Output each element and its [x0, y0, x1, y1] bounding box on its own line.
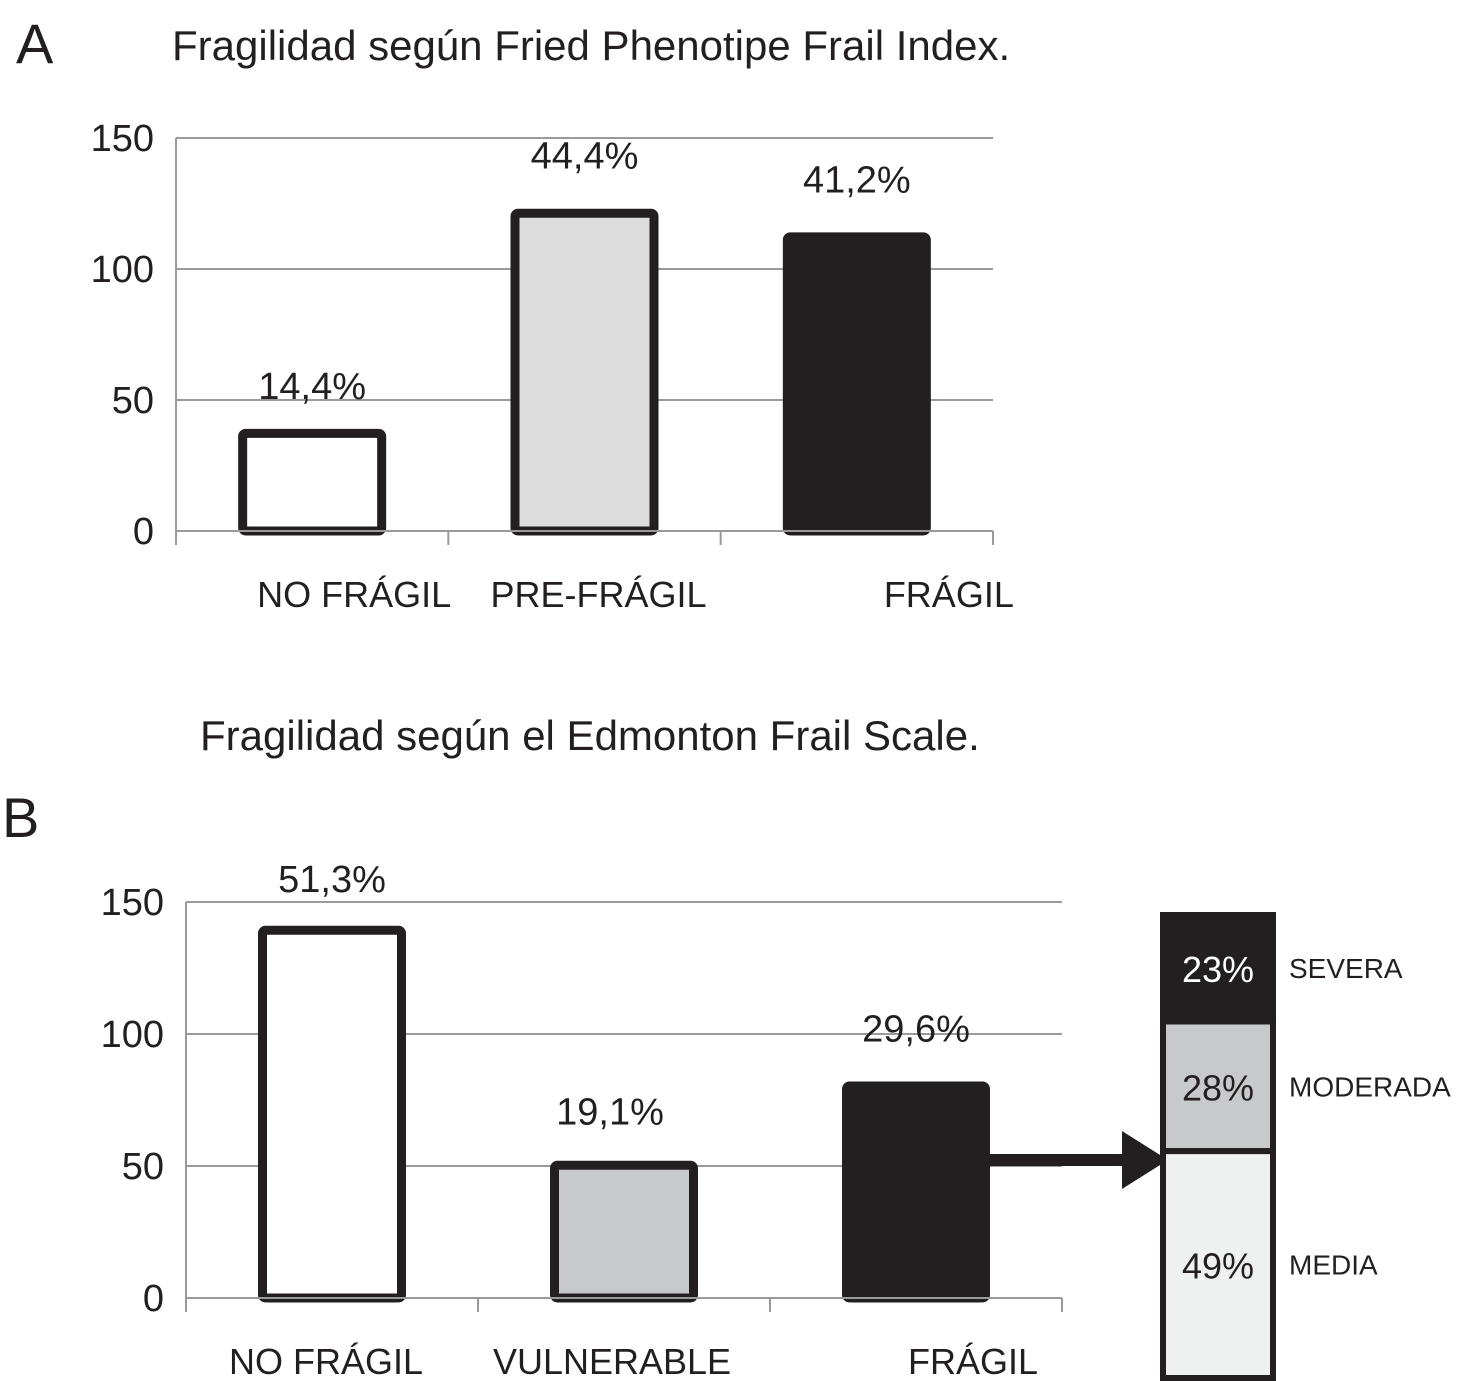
category-label: FRÁGIL: [907, 1341, 1039, 1381]
stack-segment-value: 28%: [1181, 1067, 1255, 1109]
data-label: 51,3%: [278, 858, 386, 901]
panel-a: [16, 12, 1014, 615]
bar: [515, 213, 654, 531]
y-tick-label: 0: [132, 511, 154, 553]
panel-a-letter: A: [16, 12, 54, 75]
category-label: NO FRÁGIL: [228, 1341, 424, 1381]
bar: [243, 433, 382, 531]
y-tick-label: 150: [100, 882, 164, 924]
y-tick-label: 100: [90, 249, 154, 291]
stack-segment-name: MODERADA: [1289, 1071, 1451, 1103]
panel-a-category-labels: [257, 574, 1014, 615]
bar: [847, 1086, 986, 1298]
panel-b-title: Fragilidad según el Edmonton Frail Scale.: [200, 712, 980, 759]
stack-segment-name: SEVERA: [1289, 953, 1403, 985]
y-tick-label: 50: [121, 1146, 164, 1188]
y-tick-label: 0: [142, 1278, 164, 1320]
y-tick-label: 150: [90, 118, 154, 160]
y-tick-label: 50: [111, 380, 154, 422]
stack-segment-value: 23%: [1181, 949, 1255, 991]
category-label: PRE-FRÁGIL: [490, 574, 707, 615]
panel-b-letter: B: [2, 786, 40, 849]
panel-a-y-tick-labels: [91, 118, 154, 553]
category-label: VULNERABLE: [492, 1341, 732, 1381]
panel-a-title: Fragilidad según Fried Phenotipe Frail Index.: [172, 22, 1011, 69]
breakdown-arrow: [990, 1131, 1168, 1189]
stack-segment-value: 49%: [1181, 1245, 1255, 1287]
y-tick-label: 100: [100, 1014, 164, 1056]
frail-severity-stack: [1163, 915, 1451, 1378]
bar: [787, 237, 926, 531]
category-label: NO FRÁGIL: [257, 574, 452, 615]
data-label: 41,2%: [802, 159, 911, 202]
stack-segment-name: MEDIA: [1289, 1249, 1378, 1281]
panel-b-category-labels: [229, 1341, 1038, 1381]
bar: [555, 1165, 694, 1298]
data-label: 14,4%: [258, 365, 367, 408]
data-label: 19,1%: [556, 1091, 664, 1134]
panel-b-y-tick-labels: [101, 882, 164, 1320]
panel-b: [2, 712, 1451, 1381]
data-label: 44,4%: [530, 135, 639, 178]
data-label: 29,6%: [862, 1008, 970, 1051]
bar: [263, 930, 402, 1298]
category-label: FRÁGIL: [883, 574, 1014, 615]
